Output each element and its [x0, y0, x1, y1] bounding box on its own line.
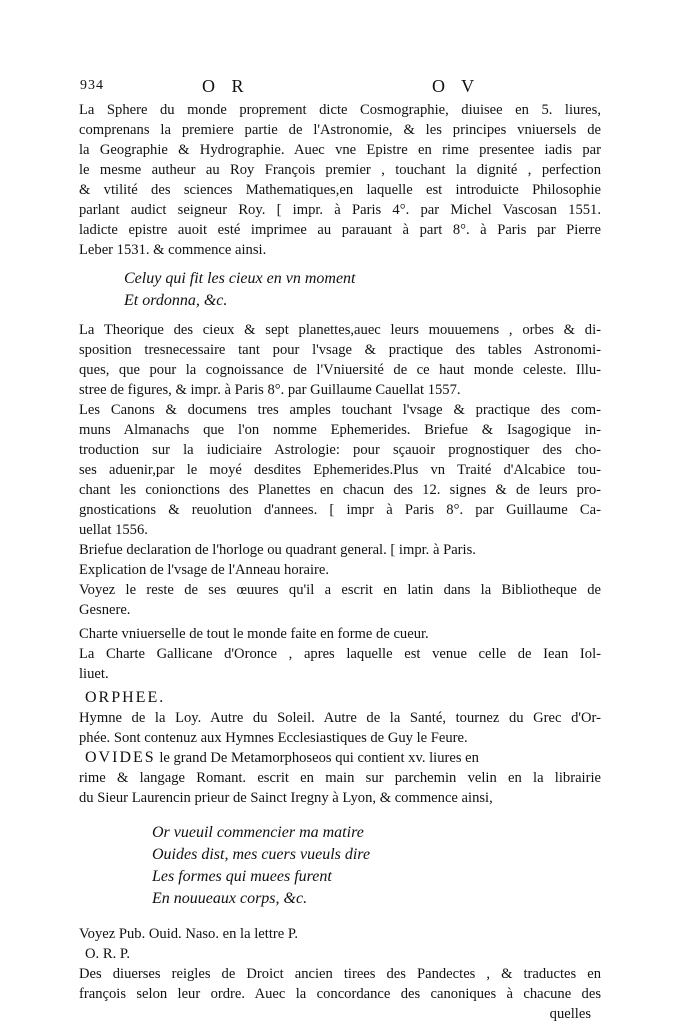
entry-sphere [79, 100, 601, 260]
text-line: stree de figures, & impr. à Paris 8°. par Guillaume Cauellat 1557. [79, 382, 461, 398]
entry-orp [79, 964, 601, 1024]
text-line: La Charte Gallicane d'Oronce , apres laquelle est venue celle de Iean Iol- [79, 646, 601, 662]
text-line: Gesnere. [79, 602, 131, 618]
verse-line: Et ordonna, &c. [124, 292, 228, 309]
ovides-first-line [79, 748, 601, 768]
entry-canons [79, 400, 601, 540]
text-line: chant les conionctions des Planettes en chacun des 12. signes & de leurs pro- [79, 482, 601, 498]
text-line: le mesme autheur au Roy François premier , touchant la dignité , perfection [79, 162, 601, 178]
verse-line: Les formes qui muees furent [152, 868, 332, 885]
verse-ovides [152, 822, 601, 910]
verse-line: Or vueuil commencier ma matire [152, 824, 364, 841]
running-title-left: O R [202, 76, 250, 96]
ovides-cross-reference: Voyez Pub. Ouid. Naso. en la lettre P. [79, 926, 299, 942]
text-line: ques, que pour la cognoissance de l'Vniuersité de ce haut monde celeste. Illu- [79, 362, 601, 378]
entry-charte-gallicane [79, 644, 601, 684]
text-line: sposition tresnecessaire tant pour l'vsage & practique des tables Astronomi- [79, 342, 601, 358]
text-line: & vtilité des sciences Mathematiques,en laquelle est introduicte Philosophie [79, 182, 601, 198]
entry-briefue: Briefue declaration de l'horloge ou quadrant general. [ impr. à Paris. [79, 542, 476, 558]
entry-explication: Explication de l'vsage de l'Anneau horaire. [79, 562, 330, 578]
verse-celuy [124, 268, 601, 312]
heading-orphee: ORPHEE. [85, 689, 166, 706]
text-line: françois selon leur ordre. Auec la concordance des canoniques à chacune des [79, 986, 601, 1002]
text-line: troduction sur la iudiciaire Astrologie: pour sçauoir prognostiquer des cho- [79, 442, 601, 458]
text-line: parlant audict seigneur Roy. [ impr. à Paris 4°. par Michel Vascosan 1551. [79, 202, 601, 218]
entry-theorique [79, 320, 601, 400]
verse-line: En nouueaux corps, &c. [152, 890, 308, 907]
text-line: ladicte epistre auoit esté imprimee au parauant à part 8°. à Paris par Pierre [79, 222, 601, 238]
text-line: La Theorique des cieux & sept planettes,auec leurs mouuemens , orbes & di- [79, 322, 601, 338]
text-line: comprenans la premiere partie de l'Astronomie, & les principes vniuersels de [79, 122, 601, 138]
text-line: du Sieur Laurencin prieur de Sainct Iregny à Lyon, & commence ainsi, [79, 790, 493, 806]
text-line: uellat 1556. [79, 522, 148, 538]
text-line: gnostications & reuolution d'annees. [ impr à Paris 8°. par Guillaume Ca- [79, 502, 601, 518]
ovides-first-text: le grand De Metamorphoseos qui contient xv. liures en [159, 750, 479, 766]
running-title-right: O V [432, 76, 481, 96]
page-number: 934 [80, 78, 104, 93]
entry-orphee [79, 708, 601, 748]
verse-line: Ouides dist, mes cuers vueuls dire [152, 846, 371, 863]
text-line: La Sphere du monde proprement dicte Cosmographie, diuisee en 5. liures, [79, 102, 601, 118]
text-line: liuet. [79, 666, 109, 682]
text-line: Des diuerses reigles de Droict ancien tirees des Pandectes , & traductes en [79, 966, 601, 982]
text-line: phée. Sont contenuz aux Hymnes Ecclesiastiques de Guy le Feure. [79, 730, 468, 746]
text-line: rime & langage Romant. escrit en main sur parchemin velin en la librairie [79, 770, 601, 786]
catchword: quelles [549, 1006, 591, 1022]
text-line: Hymne de la Loy. Autre du Soleil. Autre de la Santé, tournez du Grec d'Or- [79, 710, 601, 726]
text-line: ses aduenir,par le moyé desdites Ephemerides.Plus vn Traité d'Alcabice tou- [79, 462, 601, 478]
page-body [79, 100, 601, 1024]
running-header [80, 76, 600, 98]
text-line: Les Canons & documens tres amples touchant l'vsage & practique des com- [79, 402, 601, 418]
verse-line: Celuy qui fit les cieux en vn moment [124, 270, 356, 287]
text-line: la Geographie & Hydrographie. Auec vne Epistre en rime presentee iadis par [79, 142, 601, 158]
entry-voyez-reste [79, 580, 601, 620]
text-line: Voyez le reste de ses œuures qu'il a escrit en latin dans la Bibliotheque de [79, 582, 601, 598]
heading-orp: O. R. P. [85, 946, 131, 962]
heading-ovides: OVIDES [85, 749, 156, 766]
entry-ovides [79, 748, 601, 808]
text-line: muns Almanachs que l'on nomme Ephemerides. Briefue & Isagogique in- [79, 422, 601, 438]
text-line: Leber 1531. & commence ainsi. [79, 242, 267, 258]
entry-charte-vniverselle: Charte vniuerselle de tout le monde faite en forme de cueur. [79, 626, 429, 642]
